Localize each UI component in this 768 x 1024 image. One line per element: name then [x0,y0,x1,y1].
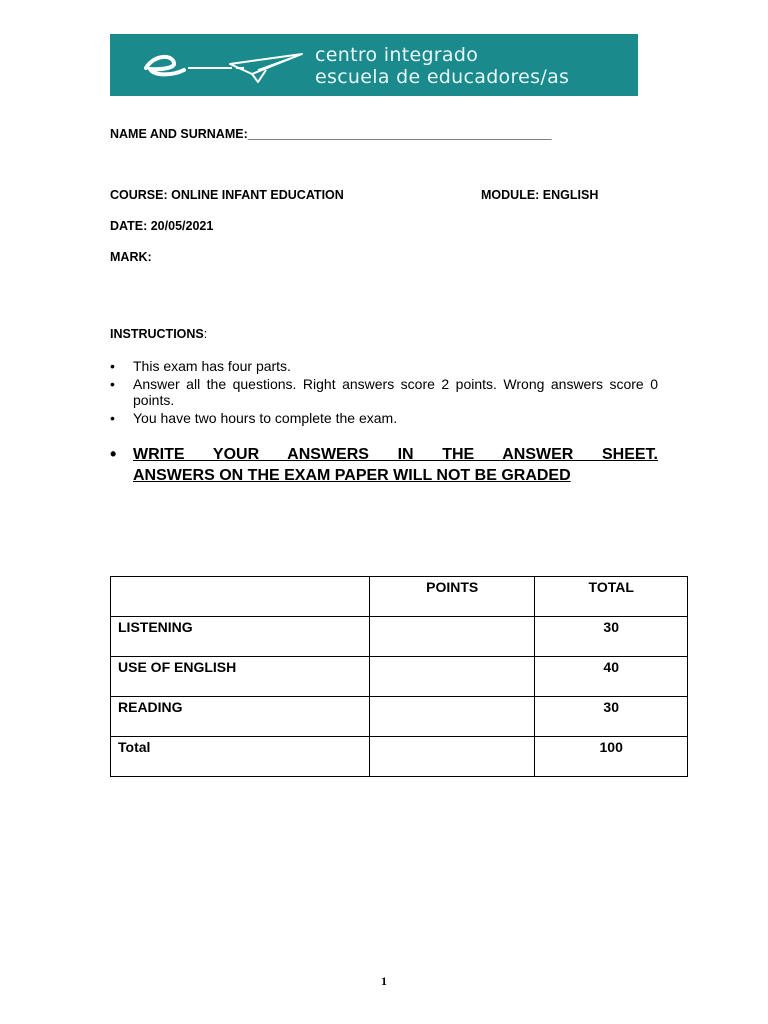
section-cell: Total [111,737,370,777]
instruction-item: • You have two hours to complete the exam. [110,410,658,427]
total-cell: 100 [535,737,688,777]
table-header-row [111,577,688,617]
points-cell[interactable] [369,657,534,697]
name-blank-line: _______________________________________________ [247,127,551,141]
total-cell: 30 [535,697,688,737]
instruction-item: • This exam has four parts. [110,358,658,375]
section-cell: LISTENING [111,617,370,657]
points-cell[interactable] [369,617,534,657]
score-table [110,576,688,777]
table-row [111,657,688,697]
mark-field: MARK: [110,250,152,264]
header-cell-total: TOTAL [535,577,688,617]
points-cell[interactable] [369,737,534,777]
total-cell: 40 [535,657,688,697]
name-field [110,127,551,141]
instructions-heading [110,327,207,341]
instructions-title: INSTRUCTIONS [110,327,204,341]
total-cell: 30 [535,617,688,657]
module-field: MODULE: ENGLISH [481,188,599,202]
header-banner [110,34,638,96]
warning-line1: • WRITE YOUR ANSWERS IN THE ANSWER SHEET. [133,446,658,463]
instructions-list [110,358,658,427]
page-number: 1 [381,974,387,988]
banner-title-line1: centro integrado [315,44,479,66]
instructions-colon: : [203,327,208,341]
section-cell: READING [111,697,370,737]
table-row [111,697,688,737]
course-field: COURSE: ONLINE INFANT EDUCATION [110,188,344,202]
paper-plane-logo-icon [140,46,310,84]
instruction-item: • Answer all the questions. Right answers score 2 points. Wrong answers score 0 points. [110,376,658,409]
table-row [111,617,688,657]
header-cell-points: POINTS [369,577,534,617]
date-field: DATE: 20/05/2021 [110,219,214,233]
name-label: NAME AND SURNAME: [110,127,248,141]
answer-sheet-warning [110,444,658,486]
header-cell-section [111,577,370,617]
points-cell[interactable] [369,697,534,737]
banner-title-line2: escuela de educadores/as [315,66,570,88]
table-row [111,737,688,777]
section-cell: USE OF ENGLISH [111,657,370,697]
warning-line2: ANSWERS ON THE EXAM PAPER WILL NOT BE GRADED [133,467,571,484]
